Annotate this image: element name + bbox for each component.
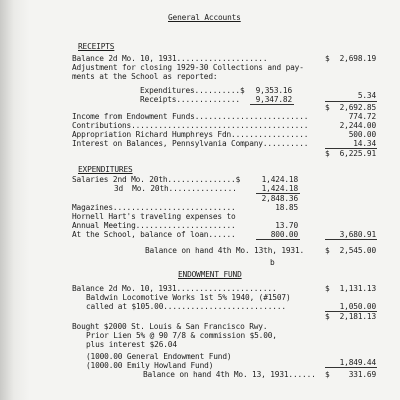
magazines-amount: 18.85 xyxy=(275,203,298,212)
appropriation-amount: 500.00 xyxy=(348,130,376,139)
bought-line-1: Bought $2000 St. Louis & San Francisco Rwy. xyxy=(72,322,268,331)
endowment-subtotal-currency: $ xyxy=(325,312,330,321)
expenditures-amount: 9,353.16 xyxy=(255,86,292,95)
contributions-label: Contributions....................................... xyxy=(72,121,309,130)
baldwin-amount: 1,050.00 xyxy=(339,302,376,311)
travel-amount: 13.70 xyxy=(275,221,298,230)
bought-rule xyxy=(325,367,377,368)
expenditures-rule xyxy=(256,239,300,240)
adjustment-line-1: Adjustment for closing 1929-30 Collections and pay- xyxy=(72,63,304,72)
receipts-balance-amount: 2,698.19 xyxy=(339,54,376,63)
receipts-rule xyxy=(250,104,294,105)
adjustment-line-2: ments at the School as reported: xyxy=(72,72,218,81)
salaries-2nd-amount: 1,424.18 xyxy=(261,175,298,184)
appropriation-label: Appropriation Richard Humphreys Fdn................. xyxy=(72,130,309,139)
receipts-heading: RECEIPTS xyxy=(78,42,115,51)
expenditures-total: 3,680.91 xyxy=(339,230,376,239)
endowment-balance-line: Balance 2d Mo. 10, 1931...................... xyxy=(72,284,277,293)
subtotal-rule xyxy=(325,101,377,102)
salaries-3d-amount: 1,424.18 xyxy=(261,184,298,193)
bought-line-3: plus interest $26.04 xyxy=(86,340,177,349)
receipts-amount: 9,347.82 xyxy=(255,95,292,104)
endowment-subtotal: 2,181.13 xyxy=(339,312,376,321)
howland-fund-line: (1000.00 Emily Howland Fund) xyxy=(86,361,214,370)
endowment-balance-amount: 1,131.13 xyxy=(339,284,376,293)
adjustment-difference: 5.34 xyxy=(357,91,376,100)
salaries-2nd-label: Salaries 2nd Mo. 20th...............$ xyxy=(72,175,241,184)
school-loan-label: At the School, balance of loan...... xyxy=(72,230,236,239)
bought-line-2: Prior Lien 5% @ 90 7/8 & commission $5.00, xyxy=(86,331,277,340)
balance-on-hand-label: Balance on hand 4th Mo. 13th, 1931. xyxy=(145,246,305,255)
general-fund-line: (1000.00 General Endowment Fund) xyxy=(86,352,232,361)
receipts-total-currency: $ xyxy=(325,149,330,158)
endowment-heading: ENDOWMENT FUND xyxy=(178,270,242,279)
receipts-balance-line: Balance 2d Mo. 10, 1931.................... xyxy=(72,54,268,63)
income-endowment-amount: 774.72 xyxy=(348,112,376,121)
interest-amount: 14.34 xyxy=(353,139,376,148)
expenditures-total-rule xyxy=(325,239,377,240)
endowment-balance-on-hand-currency: $ xyxy=(325,370,330,379)
baldwin-line-2: called at $105.00........................... xyxy=(86,302,286,311)
salaries-total: 2,848.36 xyxy=(261,194,298,203)
stray-mark: b xyxy=(270,258,275,267)
subtotal-currency: $ xyxy=(325,103,330,112)
salaries-3d-label: 3d Mo. 20th............... xyxy=(114,184,237,193)
expenditures-label: Expenditures..........$ xyxy=(140,86,245,95)
income-endowment-label: Income from Endowment Funds......................... xyxy=(72,112,309,121)
balance-on-hand-amount: 2,545.00 xyxy=(339,246,376,255)
receipts-balance-currency: $ xyxy=(325,54,330,63)
document-title: General Accounts xyxy=(168,13,241,22)
travel-line-2: Annual Meeting...................... xyxy=(72,221,236,230)
endowment-balance-on-hand-amount: 331.69 xyxy=(348,370,376,379)
school-loan-amount: 800.00 xyxy=(270,230,298,239)
interest-label: Interest on Balances, Pennsylvania Company.......... xyxy=(72,139,309,148)
receipts-total: 6,225.91 xyxy=(339,149,376,158)
contributions-amount: 2,244.00 xyxy=(339,121,376,130)
receipts-label: Receipts.............. xyxy=(140,95,240,104)
endowment-balance-currency: $ xyxy=(325,284,330,293)
receipts-subtotal: 2,692.85 xyxy=(339,103,376,112)
bought-amount: 1,849.44 xyxy=(339,358,376,367)
balance-on-hand-currency: $ xyxy=(325,246,330,255)
magazines-label: Magazines........................... xyxy=(72,203,236,212)
expenditures-heading: EXPENDITURES xyxy=(78,165,133,174)
endowment-balance-on-hand-label: Balance on hand 4th Mo. 13, 1931...... xyxy=(143,370,316,379)
baldwin-line-1: Baldwin Locomotive Works 1st 5% 1940, (#1507) xyxy=(86,293,291,302)
travel-line-1: Hornell Hart's traveling expenses to xyxy=(72,212,236,221)
